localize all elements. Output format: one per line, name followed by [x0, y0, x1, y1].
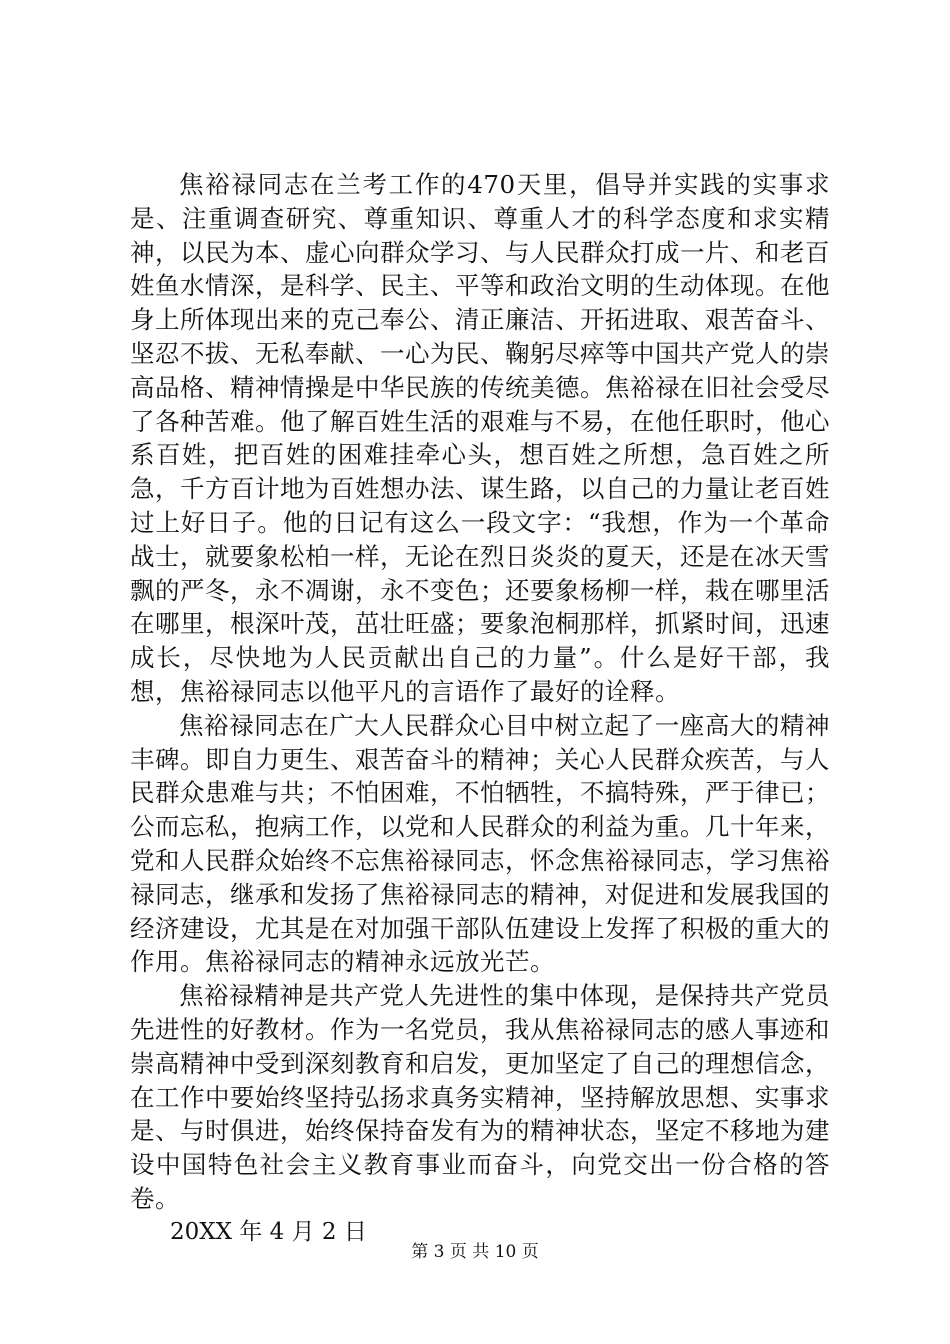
page-number-footer: 第 3 页 共 10 页	[411, 1242, 539, 1262]
paragraph-2: 焦裕禄同志在广大人民群众心目中树立起了一座高大的精神丰碑。即自力更生、艰苦奋斗的精神；关心人民群众疾苦，与人民群众患难与共；不怕困难，不怕牺牲，不搞特殊，严于律已；公而忘私，抱病工作，以党和人民群众的利益为重。几十年来，党和人民群众始终不忘焦裕禄同志，怀念焦裕禄同志，学习焦裕禄同志，继承和发扬了焦裕禄同志的精神，对促进和发展我国的经济建设，尤其是在对加强干部队伍建设上发挥了积极的重大的作用。焦裕禄同志的精神永远放光芒。	[130, 710, 830, 977]
document-body	[130, 168, 830, 1250]
paragraph-1: 焦裕禄同志在兰考工作的470天里，倡导并实践的实事求是、注重调查研究、尊重知识、尊重人才的科学态度和求实精神，以民为本、虚心向群众学习、与人民群众打成一片、和老百姓鱼水情深，是科学、民主、平等和政治文明的生动体现。在他身上所体现出来的克己奉公、清正廉洁、开拓进取、艰苦奋斗、坚忍不拔、无私奉献、一心为民、鞠躬尽瘁等中国共产党人的崇高品格、精神情操是中华民族的传统美德。焦裕禄在旧社会受尽了各种苦难。他了解百姓生活的艰难与不易，在他任职时，他心系百姓，把百姓的困难挂牵心头，想百姓之所想，急百姓之所急，千方百计地为百姓想办法、谋生路，以自己的力量让老百姓过上好日子。他的日记有这么一段文字：“我想，作为一个革命战士，就要象松柏一样，无论在烈日炎炎的夏天，还是在冰天雪飘的严冬，永不凋谢，永不变色；还要象杨柳一样，栽在哪里活在哪里，根深叶茂，茁壮旺盛；要象泡桐那样，抓紧时间，迅速成长，尽快地为人民贡献出自己的力量”。什么是好干部，我想，焦裕禄同志以他平凡的言语作了最好的诠释。	[130, 170, 830, 706]
date-line: 20XX 年 4 月 2 日	[170, 1218, 367, 1245]
paragraph-3: 焦裕禄精神是共产党人先进性的集中体现，是保持共产党员先进性的好教材。作为一名党员，我从焦裕禄同志的感人事迹和崇高精神中受到深刻教育和启发，更加坚定了自己的理想信念，在工作中要始终坚持弘扬求真务实精神，坚持解放思想、实事求是、与时俱进，始终保持奋发有为的精神状态，坚定不移地为建设中国特色社会主义教育事业而奋斗，向党交出一份合格的答卷。	[130, 981, 830, 1213]
